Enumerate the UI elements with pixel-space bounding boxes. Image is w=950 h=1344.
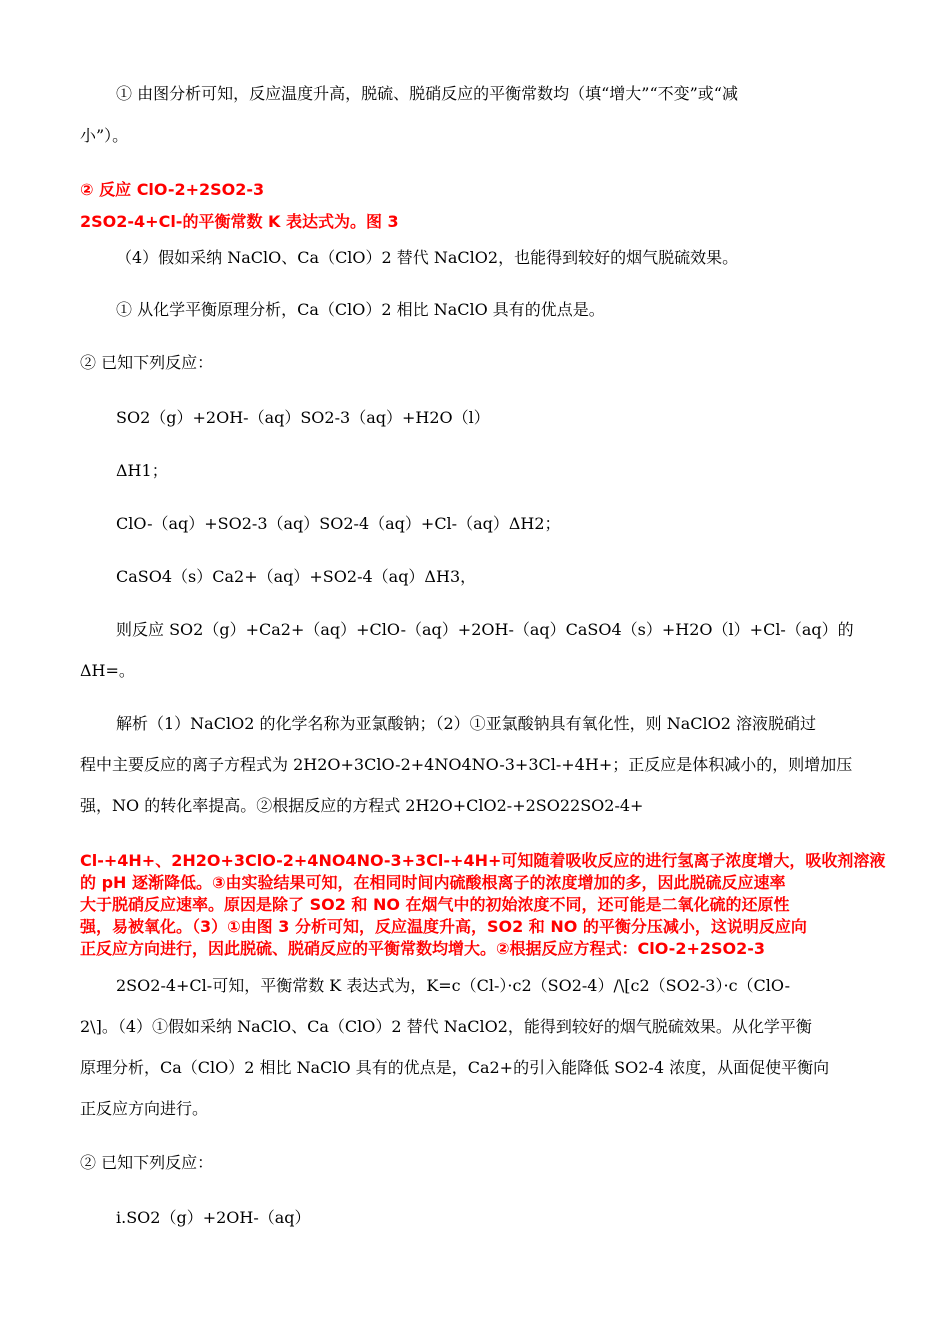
highlighted-text-line: 的 pH 逐渐降低。③由实验结果可知，在相同时间内硫酸根离子的浓度增加的多，因此脱硫反应速率	[80, 873, 786, 892]
highlighted-text-line: 2SO2-4+Cl-的平衡常数 K 表达式为。图 3	[80, 212, 399, 231]
text-line: ② 已知下列反应：	[80, 1153, 214, 1172]
text-line: 原理分析，Ca（ClO）2 相比 NaClO 具有的优点是，Ca2+的引入能降低 SO2-4 浓度，从面促使平衡向	[80, 1058, 830, 1077]
text-line: SO2（g）+2OH-（aq）SO2-3（aq）+H2O（l）	[116, 408, 490, 427]
highlighted-text-line: 大于脱硝反应速率。原因是除了 SO2 和 NO 在烟气中的初始浓度不同，还可能是二氧化硫的还原性	[80, 895, 790, 914]
text-line: ② 已知下列反应：	[80, 353, 214, 372]
text-line: CaSO4（s）Ca2+（aq）+SO2-4（aq）ΔH3，	[116, 567, 477, 586]
text-line: 强，NO 的转化率提高。②根据反应的方程式 2H2O+ClO2-+2SO22SO2-4+	[80, 796, 644, 815]
highlighted-text-line: 正反应方向进行，因此脱硫、脱硝反应的平衡常数均增大。②根据反应方程式：ClO-2+2SO2-3	[80, 939, 766, 958]
text-line: ClO-（aq）+SO2-3（aq）SO2-4（aq）+Cl-（aq）ΔH2；	[116, 514, 561, 533]
highlighted-text-line: ② 反应 ClO-2+2SO2-3	[80, 180, 265, 199]
text-line: ① 由图分析可知，反应温度升高，脱硫、脱硝反应的平衡常数均（填“增大”“不变”或“减	[116, 84, 738, 103]
text-line: ① 从化学平衡原理分析，Ca（ClO）2 相比 NaClO 具有的优点是。	[116, 300, 605, 319]
text-line: ΔH=。	[80, 661, 135, 680]
text-line: 则反应 SO2（g）+Ca2+（aq）+ClO-（aq）+2OH-（aq）CaSO4（s）+H2O（l）+Cl-（aq）的	[116, 620, 854, 639]
text-line: 正反应方向进行。	[80, 1099, 209, 1118]
highlighted-text-line: Cl-+4H+、2H2O+3ClO-2+4NO4NO-3+3Cl-+4H+可知随着吸收反应的进行氢离子浓度增大，吸收剂溶液	[80, 851, 886, 870]
highlighted-text-line: 强，易被氧化。（3）①由图 3 分析可知，反应温度升高，SO2 和 NO 的平衡分压减小，这说明反应向	[80, 917, 807, 936]
text-line: 2SO2-4+Cl-可知，平衡常数 K 表达式为，K=c（Cl-）·c2（SO2-4）/\[c2（SO2-3）·c（ClO-	[116, 976, 791, 995]
text-line: ΔH1；	[116, 461, 168, 480]
text-line: 程中主要反应的离子方程式为 2H2O+3ClO-2+4NO4NO-3+3Cl-+4H+；正反应是体积减小的，则增加压	[80, 755, 853, 774]
text-line: 2\]。（4）①假如采纳 NaClO、Ca（ClO）2 替代 NaClO2，能得到较好的烟气脱硫效果。从化学平衡	[80, 1017, 812, 1036]
text-line: ⅰ.SO2（g）+2OH-（aq）	[116, 1208, 311, 1227]
text-line: 小”）。	[80, 126, 129, 145]
text-line: （4）假如采纳 NaClO、Ca（ClO）2 替代 NaClO2，也能得到较好的烟气脱硫效果。	[116, 248, 739, 267]
text-line: 解析（1）NaClO2 的化学名称为亚氯酸钠；（2）①亚氯酸钠具有氧化性，则 NaClO2 溶液脱硝过	[116, 714, 817, 733]
